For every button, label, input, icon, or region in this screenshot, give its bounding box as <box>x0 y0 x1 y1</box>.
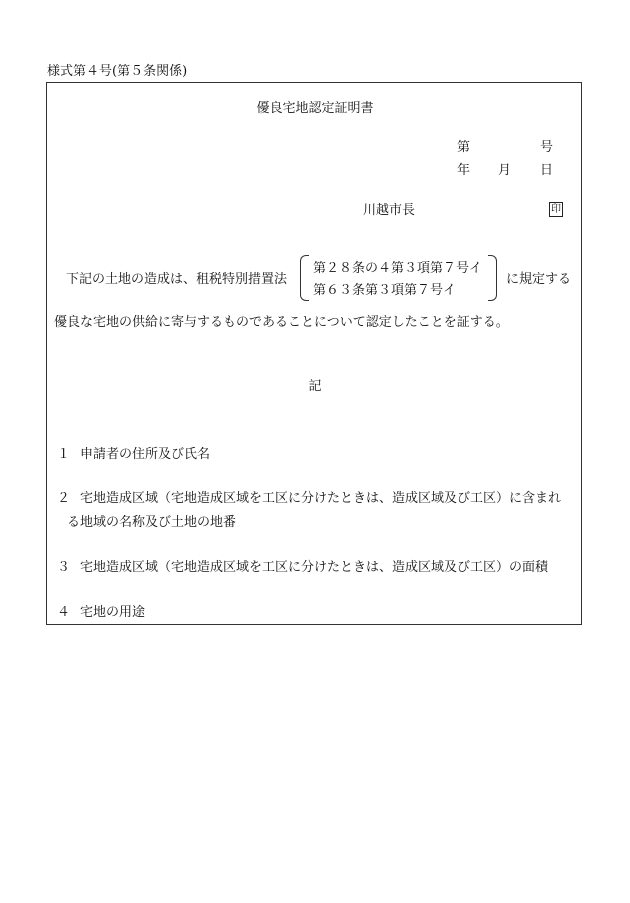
date-year-label: 年 <box>457 163 471 178</box>
statement-lead: 下記の土地の造成は、租税特別措置法 <box>66 272 288 287</box>
item-number: １ <box>57 447 71 462</box>
form-number-label: 様式第４号(第５条関係) <box>47 64 188 79</box>
ki-heading: 記 <box>308 379 322 394</box>
seal-icon: 印 <box>551 204 561 215</box>
number-suffix: 号 <box>540 140 554 155</box>
statement-tail: に規定する <box>506 272 572 287</box>
left-bracket <box>300 255 309 301</box>
right-bracket <box>488 255 497 301</box>
item-text: 宅地造成区域（宅地造成区域を工区に分けたときは、造成区域及び工区）の面積 <box>80 560 549 575</box>
article-option-2: 第６３条第３項第７号イ <box>313 283 457 298</box>
item-text: 宅地造成区域（宅地造成区域を工区に分けたときは、造成区域及び工区）に含まれ <box>80 491 562 506</box>
list-item <box>57 492 561 505</box>
list-item <box>57 561 548 574</box>
item-text: 申請者の住所及び氏名 <box>80 447 211 462</box>
document-title: 優良宅地認定証明書 <box>256 101 374 116</box>
number-prefix: 第 <box>457 140 471 155</box>
list-item-continuation: る地域の名称及び土地の地番 <box>67 515 237 530</box>
list-item <box>57 448 210 461</box>
date-day-label: 日 <box>540 163 554 178</box>
item-number: ２ <box>57 491 71 506</box>
item-number: ３ <box>57 560 71 575</box>
item-number: ４ <box>57 605 71 620</box>
list-item <box>57 606 145 619</box>
issuer-name: 川越市長 <box>363 203 416 218</box>
item-text: 宅地の用途 <box>80 605 146 620</box>
statement-continuation: 優良な宅地の供給に寄与するものであることについて認定したことを証する。 <box>54 315 509 330</box>
article-option-1: 第２８条の４第３項第７号イ <box>313 261 483 276</box>
date-month-label: 月 <box>498 163 512 178</box>
